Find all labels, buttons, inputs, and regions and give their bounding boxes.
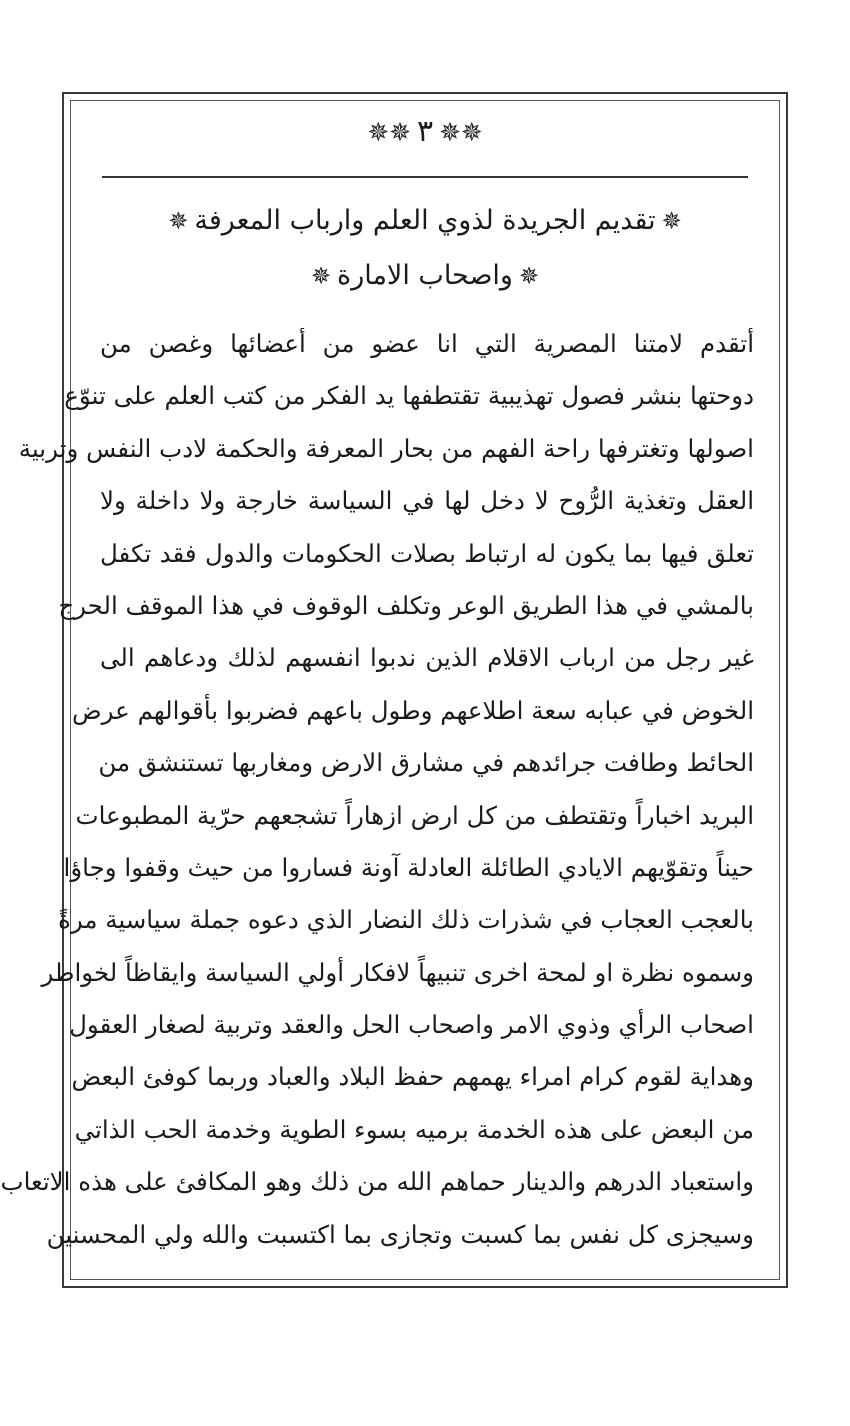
text-line: بالعجب العجاب في شذرات ذلك النضار الذي دعوه جملة سياسية مرةً [57,905,754,935]
text-line: اصولها وتغترفها راحة الفهم من بحار المعرفة والحكمة لادب النفس وتربية [18,433,754,463]
ornament-icon: ✵ [310,262,332,290]
text-line: الحائط وطافت جرائدهم في مشارق الارض ومغاربها تستنشق من [98,748,754,778]
text-line: أتقدم لامتنا المصرية التي انا عضو من أعضائها وغصن من [100,329,754,358]
text-line: الخوض في عبابه سعة اطلاعهم وطول باعهم فضربوا بأقوالهم عرض [72,695,754,725]
header-rule [102,176,748,178]
body-text [0,318,754,1261]
text-line: تعلق فيها بما يكون له ارتباط بصلات الحكومات والدول فقد تكفل [100,538,754,568]
text-line: البريد اخباراً وتقتطف من كل ارض ازهاراً تشجعهم حرّية المطبوعات [75,800,754,830]
text-line: العقل وتغذية الرُّوح لا دخل لها في السياسة خارجة ولا داخلة ولا [100,486,754,516]
article-title-line-1: تقديم الجريدة لذوي العلم وارباب المعرفة [194,205,656,236]
ornament-icon: ✵ [518,262,540,290]
ornament-icon: ✵ [460,118,483,148]
ornament-icon: ✵ [389,118,411,148]
text-line: من البعض على هذه الخدمة برميه بسوء الطوية وخدمة الحب الذاتي [74,1114,754,1144]
text-line: دوحتها بنشر فصول تهذيبية تقتطفها يد الفكر من كتب العلم على تنوّع [64,381,754,411]
ornament-icon: ✵ [661,207,682,235]
article-subtitle [90,256,760,296]
ornament-icon: ✵ [367,118,390,148]
text-line: اصحاب الرأي وذوي الامر واصحاب الحل والعقد وتربية لصغار العقول [69,1010,754,1040]
text-line: غير رجل من ارباب الاقلام الذين ندبوا انفسهم لذلك ودعاهم الى [100,643,754,673]
ornament-icon: ✵ [168,207,189,235]
text-line: وسيجزى كل نفس بما كسبت وتجازى بما اكتسبت والله ولي المحسنين [46,1219,754,1249]
text-line: بالمشي في هذا الطريق الوعر وتكلف الوقوف في هذا الموقف الحرج [58,590,754,620]
article-title [90,201,760,241]
page-number-header [0,112,850,153]
text-line: حيناً وتقوّيهم الايادي الطائلة العادلة آونة فساروا من حيث وقفوا وجاؤا [63,852,754,882]
page-number: ٣ [416,114,434,149]
ornament-icon: ✵ [439,118,461,148]
text-line: وسموه نظرة او لمحة اخرى تنبيهاً لافكار أولي السياسة وايقاظاً لخواطر [41,957,754,987]
article-title-line-2: واصحاب الامارة [337,260,513,291]
text-line: واستعباد الدرهم والدينار حماهم الله من ذلك وهو المكافئ على هذه الاتعاب [0,1167,754,1197]
text-line: وهداية لقوم كرام امراء يهمهم حفظ البلاد والعباد وربما كوفئ البعض [71,1062,754,1092]
